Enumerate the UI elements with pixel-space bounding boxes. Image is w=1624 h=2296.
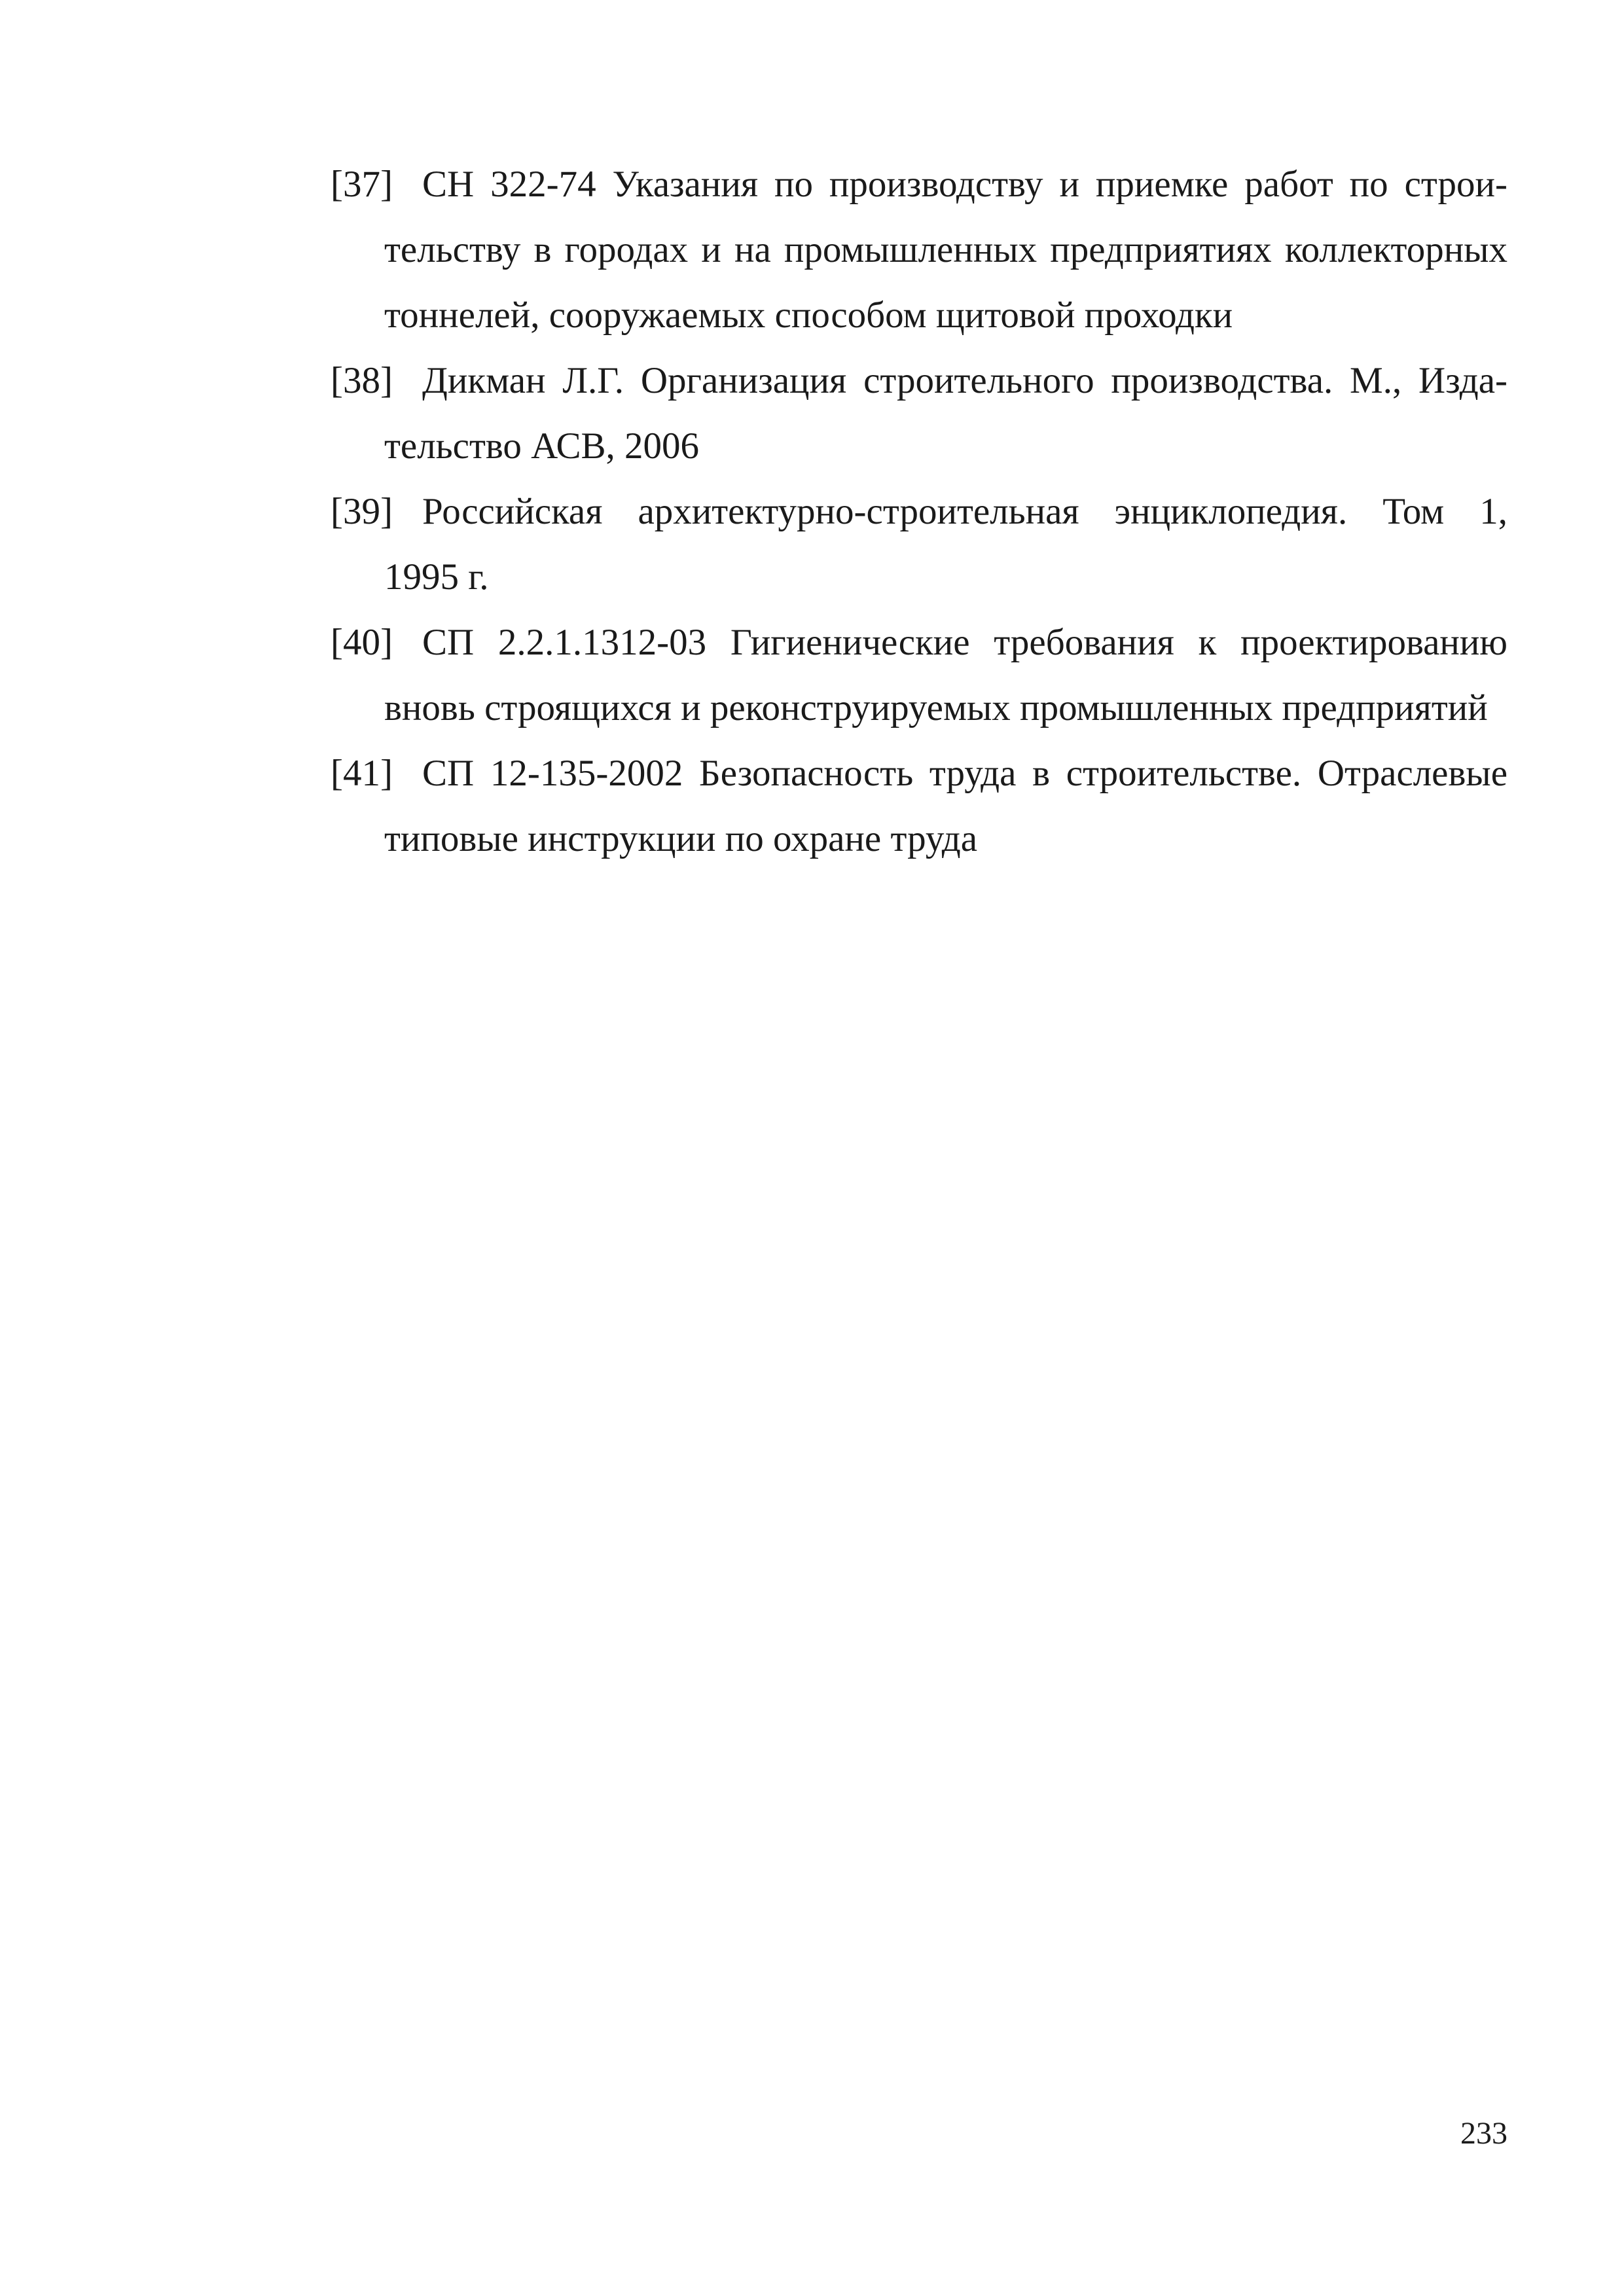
reference-37	[331, 152, 1507, 348]
reference-text-line: типовые инструкции по охране труда	[384, 818, 978, 859]
reference-text-line: 1995 г.	[384, 556, 489, 598]
reference-38	[331, 348, 1507, 479]
reference-41	[331, 741, 1507, 872]
reference-number: [41]	[331, 753, 393, 794]
reference-text-line: тельство АСВ, 2006	[384, 425, 699, 467]
reference-number: [38]	[331, 360, 393, 401]
reference-text-line: Дикман Л.Г. Организация строительного производства. М., Изда-	[422, 360, 1507, 401]
reference-number: [37]	[331, 164, 393, 205]
reference-text-line: тоннелей, сооружаемых способом щитовой проходки	[384, 295, 1233, 336]
reference-number: [39]	[331, 491, 393, 532]
reference-text-line: тельству в городах и на промышленных предприятиях коллекторных	[384, 229, 1507, 270]
reference-text-line: СП 2.2.1.1312-03 Гигиенические требования к проектированию	[422, 622, 1507, 663]
reference-number: [40]	[331, 622, 393, 663]
reference-text-line: СП 12-135-2002 Безопасность труда в строительстве. Отраслевые	[422, 753, 1507, 794]
reference-list	[331, 152, 1507, 872]
reference-39	[331, 479, 1507, 610]
reference-40	[331, 610, 1507, 741]
page-number: 233	[1460, 2116, 1507, 2151]
reference-text-line: СН 322-74 Указания по производству и приемке работ по строи-	[422, 164, 1507, 205]
reference-text-line: Российская архитектурно-строительная энциклопедия. Том 1,	[422, 491, 1507, 532]
reference-text-line: вновь строящихся и реконструируемых промышленных предприятий	[384, 687, 1488, 728]
